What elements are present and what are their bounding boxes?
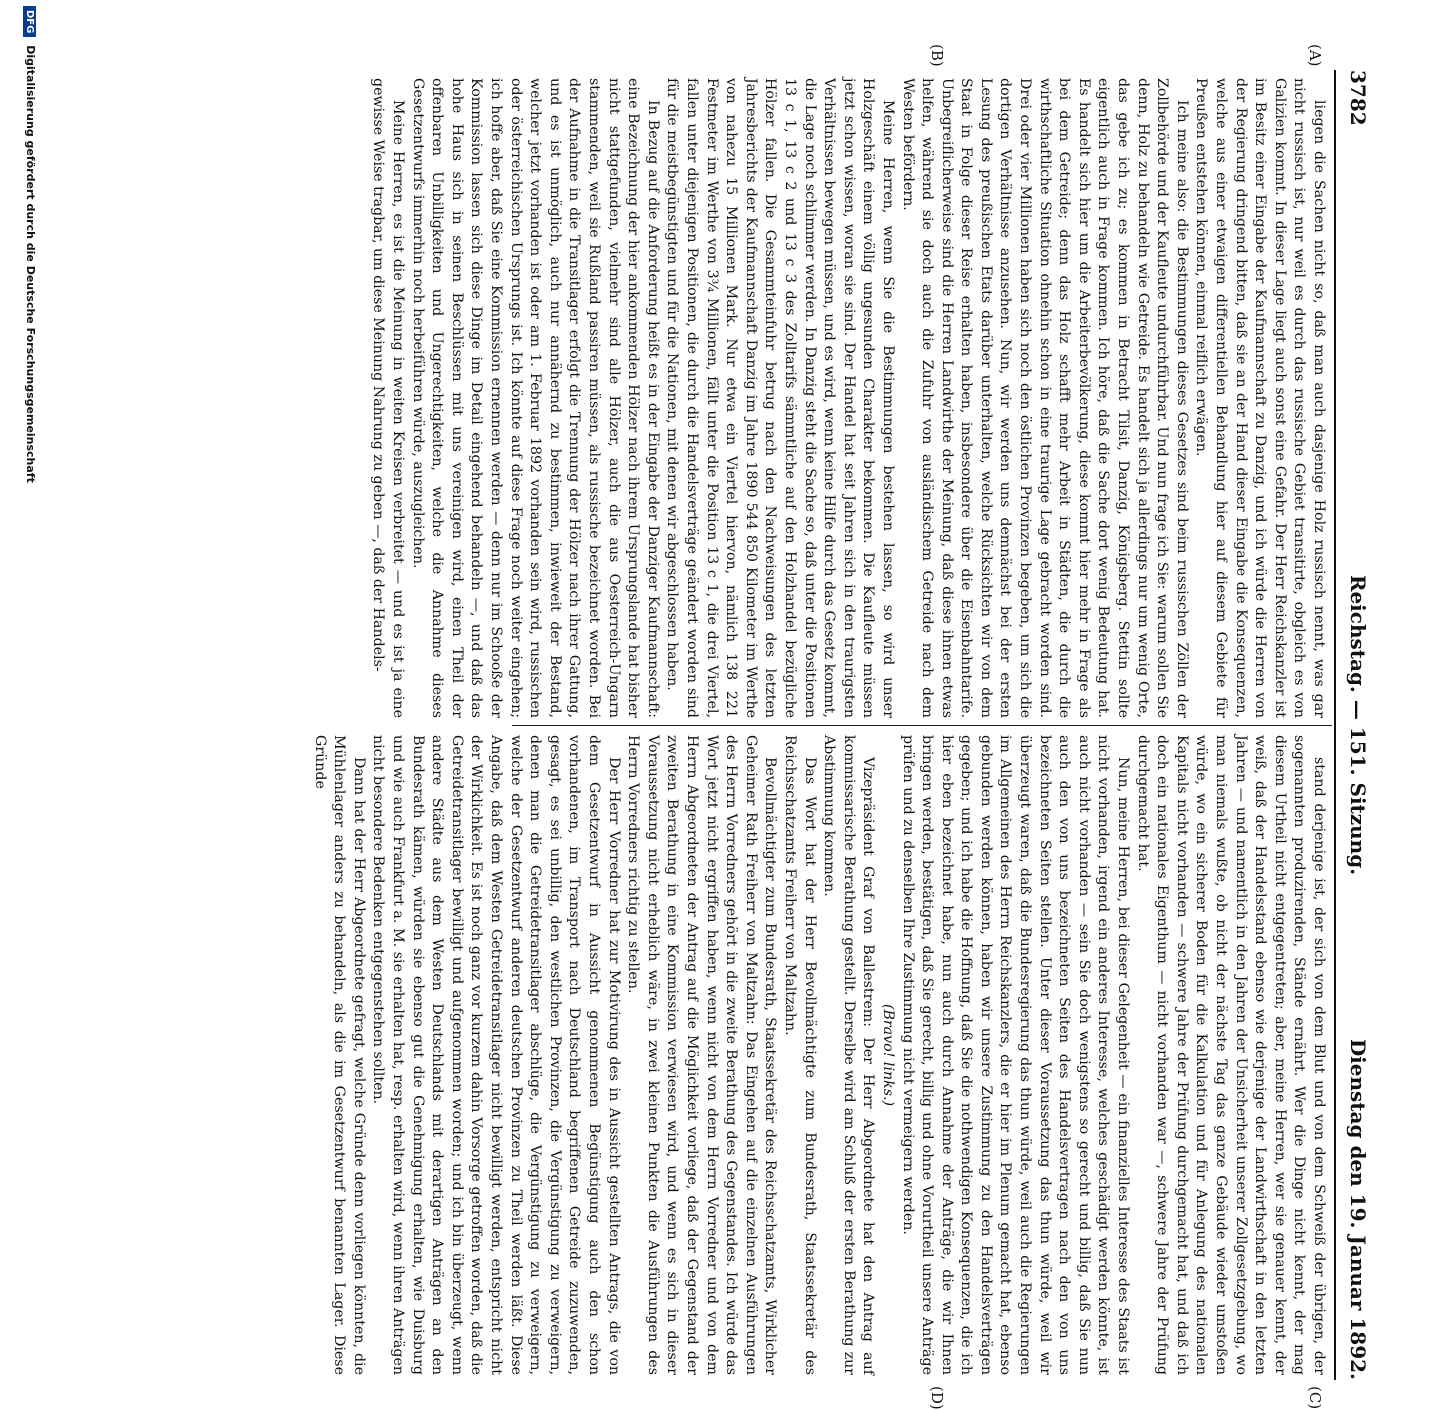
- paragraph: In Bezug auf die Anforderung heißt es in der Eingabe der Danziger Kaufmannschaft: eine Bezeichnung der hier ankommenden Hölzer nach ihrem Ursprungslande hat bisher nicht stattgefunden, vielmehr sind alle Hölzer, auch die aus Oesterreich-Ungarn stammenden, weil sie Rußland passiren müssen, als russische bezeichnet worden. Bei der Aufnahme in die Transitlager erfolgt die Trennung der Hölzer nach ihrer Gattung, und es ist unmöglich, auch nur annähernd zu bestimmen, inwieweit der Bestand, welcher jetzt vorhanden ist oder am 1. Februar 1892 vorhanden sein wird, russischen oder österreichischen Ursprungs ist. Ich könnte auf diese Frage noch weiter eingehen; ich hoffe aber, daß Sie eine Kommission ernennen werden — denn nur im Schooße der Kommission lassen sich diese Dinge im Detail eingehend behandeln —, und daß das hohe Haus sich in seinen Beschlüssen mit uns vereinigen wird, einen Theil der offenbaren Unbilligkeiten und Ungerechtigkeiten, welche die Annahme dieses Gesetzentwurfs immerhin noch herbeiführen würde, auszugleichen.: [409, 78, 661, 718]
- paragraph: Meine Herren, es ist die Meinung in weiten Kreisen verbreitet — und es ist ja eine gewisse Weise tragbar, um diese Meinung Nahrung zu geben —, daß der Handels-: [370, 78, 407, 718]
- paragraph: Bevollmächtigter zum Bundesrath, Staatssekretär des Reichsschatzamts, Wirklicher Geheimer Rath Freiherr von Maltzahn: Das Eingehen auf die einzelnen Ausführungen des Herrn Vorredners gehört in die zweite Berathung des Gegenstandes. Ich würde das Wort jetzt nicht ergriffen haben, wenn nicht von dem Herrn Vorredner und von dem Herrn Abgeordneten der Antrag auf die Möglichkeit vorliege, daß der Gegenstand der zweiten Berathung in eine Kommission verwiesen wird, und wenn es sich in dieser Voraussetzung nicht erheblich wäre, in zwei kleinen Punkten die Ausführungen des Herrn Vorredners richtig zu stellen.: [625, 735, 779, 1375]
- header-rule: [1334, 70, 1336, 1380]
- paragraph: Dann hat der Herr Abgeordnete gefragt, welche Gründe denn vorliegen könnten, die Mühlenlager anders zu behandeln, als die im Gesetzentwurf benannten Lager. Diese Gründe: [311, 735, 367, 1375]
- left-text-column: [370, 78, 1328, 718]
- margin-marker-c: (C): [1306, 1386, 1324, 1410]
- paragraph: Der Herr Vorredner hat zur Motivirung des in Aussicht gestellten Antrags, die von dem Gesetzentwurf in Aussicht genommenen Begünstigung auch den schon vorhandenen, im Transport nach Deutschland begriffenen Getreide zuzuwenden, gesagt, es sei unbillig, den westlichen Provinzen, die Vergünstigung zu verweigern, denen man die Getreidetransitlager abschlüge, die Vergünstigung zu verweigern, welche der Gesetzentwurf anderen deutschen Provinzen zu Theil werden läßt. Diese Angabe, daß dem Westen Getreidetransitlager nicht bewilligt werden, entspricht nicht der Wirklichkeit. Es ist noch ganz vor kurzem dahin Vorsorge getroffen worden, daß die Getreidetransitlager bewilligt und aufgenommen worden; und ich bin überzeugt, wenn andere Städte aus dem Westen Deutschlands mit derartigen Anträgen an den Bundesrath kämen, würden sie ebenso gut die Genehmigung erhalten, wie Duisburg und wie auch Frankfurt a. M. sie erhalten hat, resp. erhalten wird, wenn ihren Anträgen nicht besondere Bedenken entgegenstehen sollten.: [370, 735, 622, 1375]
- paragraph: stand derjenige ist, der sich von dem Blut und von dem Schweiß der übrigen, der sogenannten produzirenden, Stände ernährt. Wer die Dinge nicht kennt, der mag diesem Urtheil nicht entgegentreten; aber, meine Herren, wer sie genauer kennt, der weiß, daß der Handelsstand ebenso wie derjenige der Landwirthschaft in den letzten Jahren — und namentlich in den Jahren der Unsicherheit unserer Zollgesetzgebung, wo man niemals wußte, ob nicht der nächste Tag das ganze Gebäude wieder umstoßen würde, wo ein sicherer Boden für die Kalkulation und für Anlegung des nationalen Kapitals nicht vorhanden — schwere Jahre der Prüfung durchgemacht hat, und daß ich doch ein nationales Eigenthum — nicht vorhanden war —, schwere Jahre der Prüfung durchgemacht hat.: [1134, 735, 1327, 1375]
- paragraph: Ich meine also: die Bestimmungen dieses Gesetzes sind beim russischen Zöllen der Zollbehörde und der Kaufleute undurchführbar. Und nun frage ich Sie: warum sollen Sie denn, Holz zu behandeln wie Getreide. Es handelt sich ja allerdings nur um wenig Orte, das gebe ich zu; es kommen in Betracht Tilsit, Danzig, Königsberg. Stettin sollte eigentlich auch in Frage kommen. Ich höre, daß die Sache dort wenig Bedeutung hat. Es handelt sich hier um die Arbeiterbevölkerung, diese kommt hier mehr in Frage als bei dem Getreide; denn das Holz schafft mehr Arbeit in Städten, die durch die wirthschaftliche Situation ohnehin schon in eine traurige Lage gebracht worden sind. Drei oder vier Millionen haben sich noch den östlichen Provinzen begeben, um sich die dortigen Verhältnisse anzusehen. Nun, wir werden uns demnächst bei der ersten Lesung des preußischen Etats darüber unterhalten, welche Rücksichten wir von dem Staat in Folge dieser Reise erhalten haben, insbesondere über die Eisenbahntarife. Unbegreiflicherweise sind die Herren Landwirthe der Meinung, daß diese ihnen etwas helfen, während sie doch auch die Zufuhr von ausländischem Getreide nach dem Westen befördern.: [899, 78, 1190, 718]
- page-number: 3782: [1346, 70, 1370, 126]
- paragraph: (Bravo! links.): [879, 1003, 896, 1107]
- margin-marker-a: (A): [1306, 44, 1324, 67]
- paragraph: Meine Herren, wenn Sie die Bestimmungen bestehen lassen, so wird unser Holzgeschäft einem völlig ungesunden Charakter bekommen. Die Kaufleute müssen jetzt schon wissen, woran sie sind. Der Handel hat seit Jahren sich in den traurigsten Verhältnissen bewegen müssen, und es wird, wenn keine Hilfe durch das Gesetz kommt, die Lage noch schlimmer werden. In Danzig steht die Sache so, daß unter die Positionen 13 c 1, 13 c 2 und 13 c 3 des Zolltarifs sämmtliche auf den Holzhandel bezügliche Hölzer fallen. Die Gesammteinfuhr betrug nach den Nachweisungen des letzten Jahresberichts der Kaufmannschaft Danzig im Jahre 1890 544 850 Kilometer im Werthe von nahezu 15 Millionen Mark. Nur etwa ein Viertel hiervon, nämlich 138 221 Festmeter im Werthe von 3¾ Millionen, fällt unter die Position 13 c 1, die drei Viertel, fallen unter diejenigen Positionen, die durch die Handelsverträge geändert worden sind für die meistbegünstigten und für die Nationen, mit denen wir abgeschlossen haben.: [664, 78, 896, 718]
- session-title: Reichstag. — 151. Sitzung.: [1346, 574, 1370, 876]
- paragraph: Das Wort hat der Herr Bevollmächtigte zum Bundesrath, Staatssekretär des Reichsschatzamts Freiherr von Maltzahn.: [781, 735, 818, 1375]
- paragraph: Nun, meine Herren, bei dieser Gelegenheit — ein finanzielles Interesse des Staats ist nicht vorhanden, irgend ein anderes Interesse, welches geschädigt werden könnte, ist auch nicht vorhanden — sein Sie doch wenigstens so gerecht und billig, daß Sie nun auch den von uns bezeichneten Seiten des Handelsvertragen nach den von uns bezeichneten Seiten stellen. Unter dieser Voraussetzung das thun würde, weil wir überzeugt waren, daß die Bundesregierung das thun würde, weil auch die Regierungen im Allgemeinen des Herrn Reichskanzlers, die er hier im Plenum gemacht hat, ebenso gebunden werden können, haben wir unsere Zustimmung zu den Handelsverträgen gegeben; und ich habe die Hoffnung, daß Sie die nothwendigen Konsequenzen, die ich hier eben bezeichnet habe, nun auch durch Annahme der Anträge, die wir Ihnen bringen werden, bestätigen, daß Sie gerecht, billig und ohne Vorurtheil unsere Anträge prüfen und zu denselben Ihre Zustimmung nicht vermeigern werden.: [899, 735, 1132, 1375]
- dfg-logo-icon: DFG: [23, 6, 36, 37]
- right-text-column: [311, 735, 1328, 1375]
- digitization-footer: [23, 6, 37, 483]
- margin-marker-b: (B): [928, 44, 946, 67]
- footer-text: Digitalisierung gefördert durch die Deutsche Forschungsgemeinschaft: [24, 45, 37, 483]
- paragraph: liegen die Sachen nicht so, daß man auch dasjenige Holz russisch nennt, was gar nicht russisch ist, nur weil es durch das russische Gebiet transitirte, obgleich es von Galizien kommt. In dieser Lage liegt auch sonst eine Gefahr. Der Herr Reichskanzler ist im Besitz einer Eingabe der Kaufmannschaft zu Danzig, und ich würde die Herren von der Regierung dringend bitten, daß sie an der Hand dieser Eingabe die Konsequenzen, welche aus einer etwaigen differentiellen Behandlung hier auf diesem Gebiete für Preußen entstehen können, einmal reiflich erwägen.: [1193, 78, 1327, 718]
- page-header: [1336, 70, 1370, 1380]
- paragraph: Vizepräsident Graf von Ballestrem: Der Herr Abgeordnete hat den Antrag auf kommissarische Berathung gestellt. Derselbe wird am Schluß der ersten Berathung zur Abstimmung kommen.: [821, 735, 877, 1375]
- column-divider: [512, 725, 1332, 726]
- margin-marker-d: (D): [928, 1386, 946, 1410]
- session-date: Dienstag den 19. Januar 1892.: [1346, 1038, 1370, 1380]
